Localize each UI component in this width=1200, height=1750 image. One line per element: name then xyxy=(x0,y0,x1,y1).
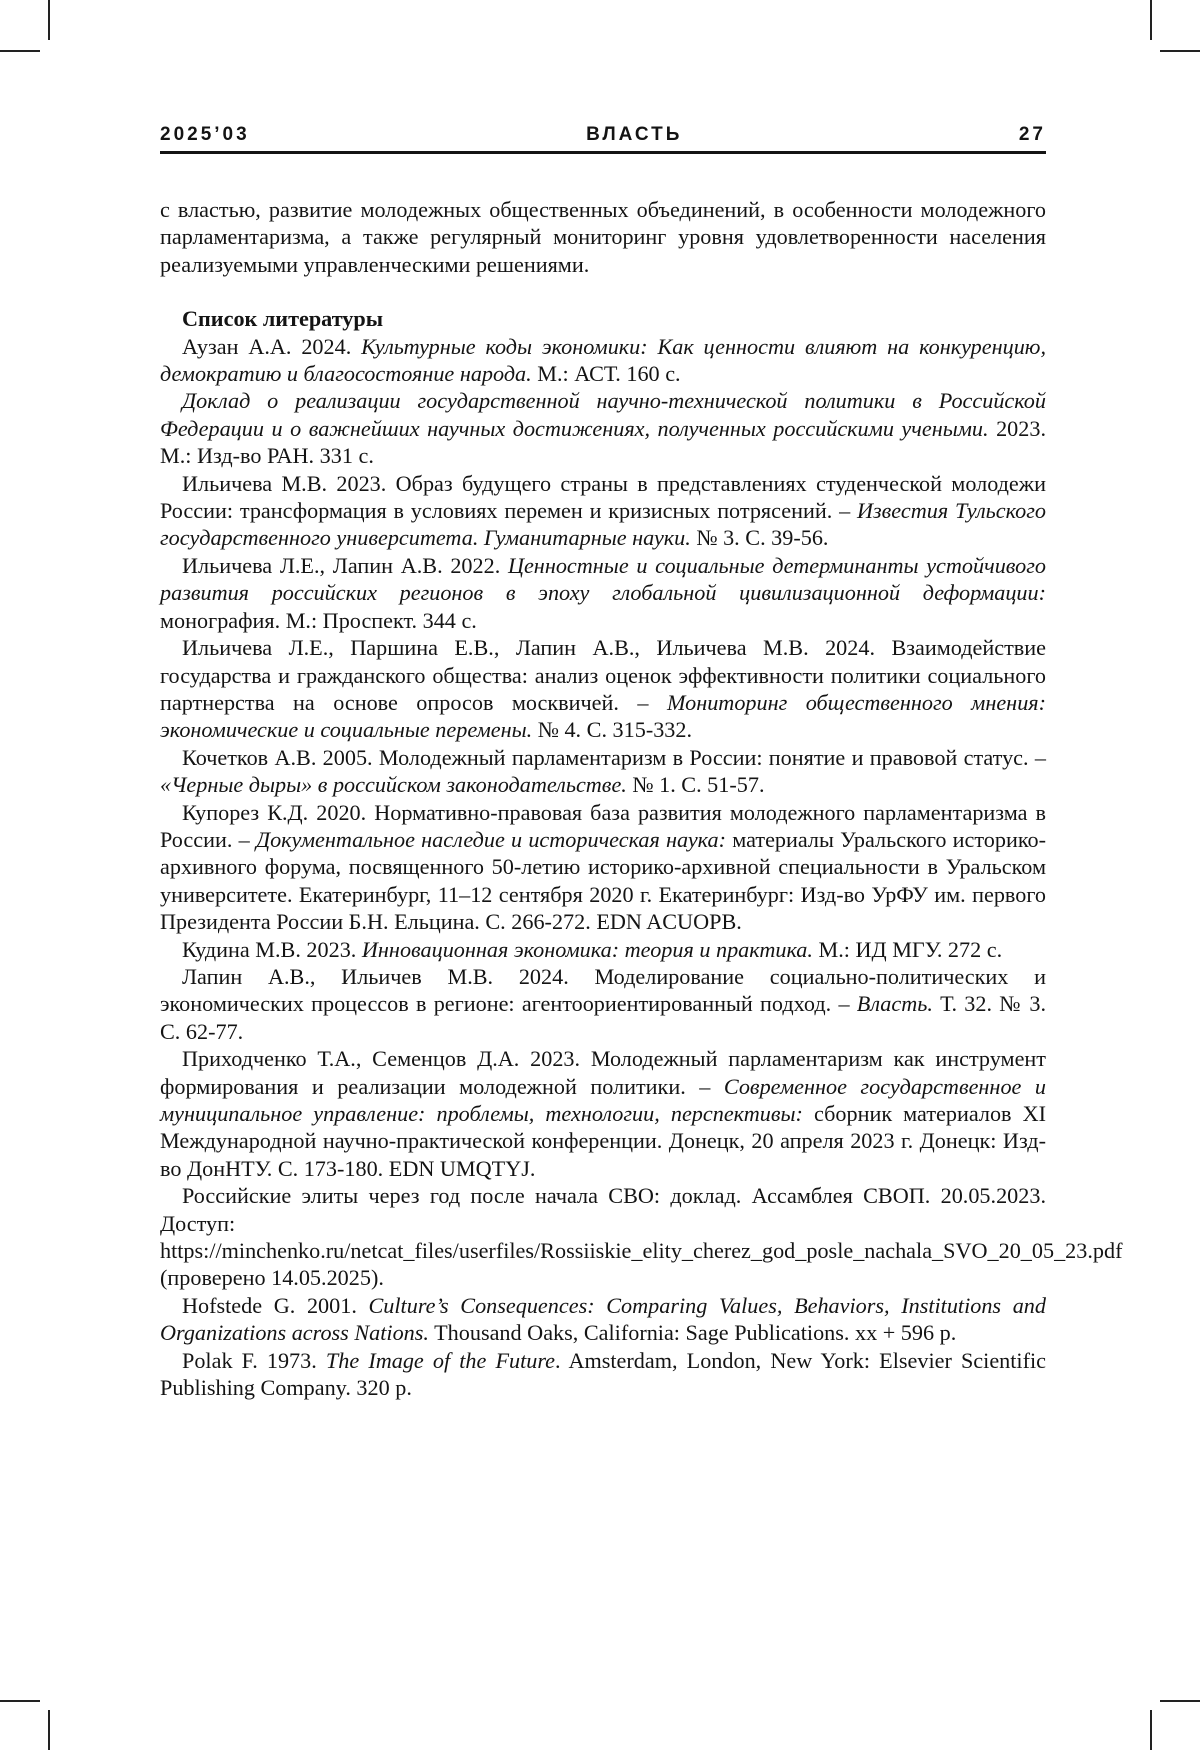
crop-mark xyxy=(1150,1710,1152,1750)
crop-mark xyxy=(0,50,40,52)
bibliography-entry: Hofstede G. 2001. Culture’s Consequences: Comparing Values, Behaviors, Institutions and Organizations across Nations. Thousand Oaks, California: Sage Publications. xx + 596 p. xyxy=(160,1292,1046,1346)
crop-mark xyxy=(48,1710,50,1750)
running-header xyxy=(160,124,1046,154)
page-body xyxy=(160,196,1123,1401)
bibliography-entry: Доклад о реализации государственной научно-технической политики в Российской Федерации и о важнейших научных достижениях, полученных российскими учеными. 2023. М.: Изд-во РАН. 331 с. xyxy=(160,388,1046,469)
bibliography-entry: Российские элиты через год после начала СВО: доклад. Ассамблея СВОП. 20.05.2023. Доступ: https://minchenko.ru/netcat_files/userfiles/Rossiiskie_elity_cherez_god_posle_nachala_SVO_20_05_23.pdf (проверено 14.05.2025). xyxy=(160,1183,1123,1291)
bibliography-entry: Кудина М.В. 2023. Инновационная экономика: теория и практика. М.: ИД МГУ. 272 с. xyxy=(182,936,1003,962)
crop-mark xyxy=(48,0,50,40)
bibliography-entry: Лапин А.В., Ильичев М.В. 2024. Моделирование социально-политических и экономических процессов в регионе: агентоориентированный подход. – Власть. Т. 32. № 3. С. 62-77. xyxy=(160,963,1046,1044)
issue-number: 2025’03 xyxy=(160,124,250,145)
journal-title: ВЛАСТЬ xyxy=(586,124,683,145)
crop-mark xyxy=(1150,0,1152,40)
bibliography-entry: Аузан А.А. 2024. Культурные коды экономики: Как ценности влияют на конкуренцию, демократию и благосостояние народа. М.: АСТ. 160 с. xyxy=(160,333,1047,387)
crop-mark xyxy=(1160,50,1200,52)
bibliography-entry: Ильичева М.В. 2023. Образ будущего страны в представлениях студенческой молодежи России: трансформация в условиях перемен и кризисных потрясений. – Известия Тульского государственного университета. Гуманитарные науки. № 3. С. 39-56. xyxy=(160,470,1046,551)
intro-paragraph: с властью, развитие молодежных общественных объединений, в особенности молодежного парламентаризма, а также регулярный мониторинг уровня удовлетворенности населения реализуемыми управленческими решениями. xyxy=(160,197,1046,277)
bibliography-heading: Список литературы xyxy=(182,306,384,332)
bibliography-entry: Купорез К.Д. 2020. Нормативно-правовая база развития молодежного парламентаризма в России. – Документальное наследие и историческая наука: материалы Уральского историко-архивного форума, посвященного 50-летию историко-архивной специальности в Уральском университете. Екатеринбург, 11–12 сентября 2020 г. Екатеринбург: Изд-во УрФУ им. первого Президента России Б.Н. Ельцина. С. 266-272. EDN ACUOPB. xyxy=(160,799,1046,935)
crop-mark xyxy=(0,1700,40,1702)
bibliography-entry: Кочетков А.В. 2005. Молодежный парламентаризм в России: понятие и правовой статус. – «Черные дыры» в российском законодательстве. № 1. С. 51-57. xyxy=(160,744,1046,798)
page-number: 27 xyxy=(1018,124,1046,145)
bibliography-entry: Приходченко Т.А., Семенцов Д.А. 2023. Молодежный парламентаризм как инструмент формирования и реализации молодежной политики. – Современное государственное и муниципальное управление: проблемы, технологии, перспективы: сборник материалов XI Международной научно-практической конференции. Донецк, 20 апреля 2023 г. Донецк: Изд-во ДонНТУ. С. 173-180. EDN UMQTYJ. xyxy=(160,1046,1046,1181)
crop-mark xyxy=(1160,1700,1200,1702)
bibliography-entry: Polak F. 1973. The Image of the Future. Amsterdam, London, New York: Elsevier Scientific Publishing Company. 320 p. xyxy=(160,1347,1046,1401)
bibliography-entry: Ильичева Л.Е., Паршина Е.В., Лапин А.В., Ильичева М.В. 2024. Взаимодействие государства и гражданского общества: анализ оценок эффективности политики социального партнерства на основе опросов москвичей. – Мониторинг общественного мнения: экономические и социальные перемены. № 4. С. 315-332. xyxy=(160,635,1046,743)
bibliography-entry: Ильичева Л.Е., Лапин А.В. 2022. Ценностные и социальные детерминанты устойчивого развития российских регионов в эпоху глобальной цивилизационной деформации: монография. М.: Проспект. 344 с. xyxy=(160,552,1046,633)
